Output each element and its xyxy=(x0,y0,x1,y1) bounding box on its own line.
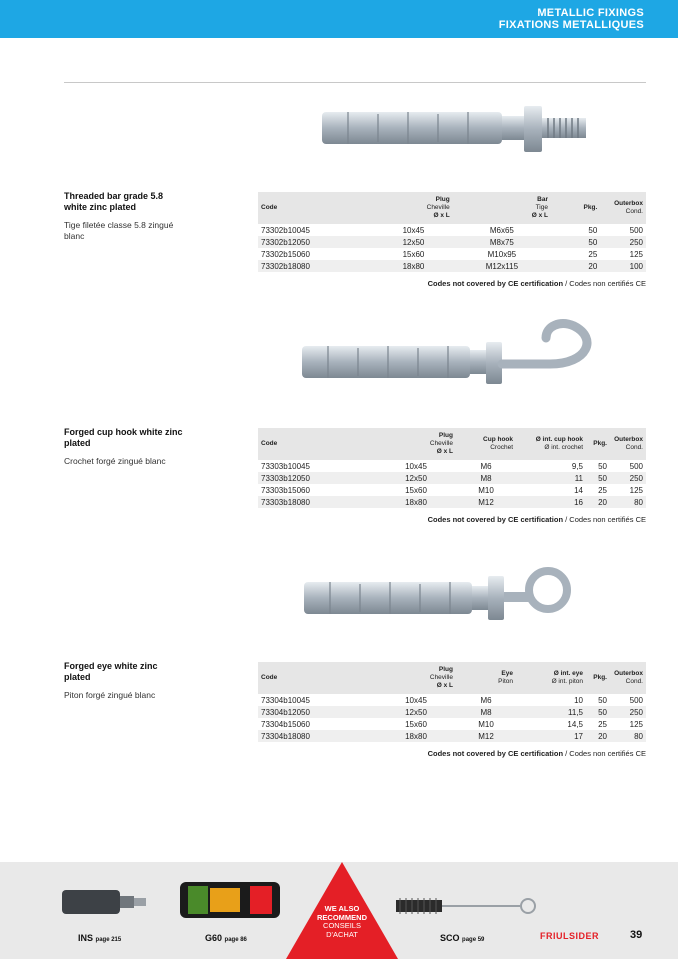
product-3-title-fr: Piton forgé zingué blanc xyxy=(64,690,156,700)
col-pkg: Pkg. xyxy=(586,662,610,694)
col-plug: Plug Cheville Ø x L xyxy=(376,662,456,694)
cup-hook-anchor-image xyxy=(298,318,606,394)
col-plug: Plug Cheville Ø x L xyxy=(376,428,456,460)
col-int-diameter: Ø int. cup hook Ø int. crochet xyxy=(516,428,586,460)
brand-logo: FRIULSIDER xyxy=(540,931,599,941)
col-pkg: Pkg. xyxy=(586,428,610,460)
table-row: 73304b12050 12x50 M8 11,5 50 250 xyxy=(258,706,646,718)
recommend-label: WE ALSO RECOMMEND CONSEILS D'ACHAT xyxy=(317,904,367,939)
header-title-fr: FIXATIONS METALLIQUES xyxy=(498,19,644,31)
table-row: 73303b10045 10x45 M6 9,5 50 500 xyxy=(261,461,643,471)
col-bar: Bar Tige Ø x L xyxy=(453,192,551,224)
g60-link[interactable]: G60 page 86 xyxy=(205,933,247,943)
header-title-en: METALLIC FIXINGS xyxy=(537,7,644,19)
col-pkg: Pkg. xyxy=(557,192,600,224)
table-row: 73302b12050 12x50 M8x75 50 250 xyxy=(258,236,646,248)
product-1-title-fr: Tige filetée classe 5.8 zingué blanc xyxy=(64,220,174,241)
col-code: Code xyxy=(258,428,376,460)
sco-link[interactable]: SCO page 59 xyxy=(440,933,485,943)
threaded-bar-anchor-image xyxy=(318,100,590,160)
product-2-ce-note: Codes not covered by CE certification / Codes non certifiés CE xyxy=(427,515,646,524)
ins-socket-image xyxy=(62,886,148,918)
col-int-diameter: Ø int. eye Ø int. piton xyxy=(516,662,586,694)
col-outerbox: Outerbox Cond. xyxy=(610,662,646,694)
col-code: Code xyxy=(258,662,376,694)
ins-link[interactable]: INS page 215 xyxy=(78,933,122,943)
table-row: 73303b12050 12x50 M8 11 50 250 xyxy=(258,472,646,484)
product-1-title-en: Threaded bar grade 5.8 white zinc plated xyxy=(64,191,164,212)
table-row: 73304b18080 18x80 M12 17 20 80 xyxy=(258,730,646,742)
header-band xyxy=(0,0,678,38)
table-row: 73302b18080 18x80 M12x115 20 100 xyxy=(258,260,646,272)
col-eye: Eye Piton xyxy=(456,662,516,694)
col-outerbox: Outerbox Cond. xyxy=(600,192,646,224)
col-cup-hook: Cup hook Crochet xyxy=(456,428,516,460)
product-2-table xyxy=(258,428,646,508)
product-3-title-en: Forged eye white zinc plated xyxy=(64,661,158,682)
product-2-title-fr: Crochet forgé zingué blanc xyxy=(64,456,166,466)
col-code: Code xyxy=(258,192,374,224)
g60-spray-can-image xyxy=(180,878,282,922)
product-3-ce-note: Codes not covered by CE certification / Codes non certifiés CE xyxy=(427,749,646,758)
table-row: 73303b18080 18x80 M12 16 20 80 xyxy=(258,496,646,508)
table-row: 73302b10045 10x45 M6x65 50 500 xyxy=(261,225,643,235)
sco-brush-image xyxy=(394,896,540,918)
product-1-table xyxy=(258,192,646,272)
table-row: 73304b15060 15x60 M10 14,5 25 125 xyxy=(261,719,643,729)
col-outerbox: Outerbox Cond. xyxy=(610,428,646,460)
table-row: 73304b10045 10x45 M6 10 50 500 xyxy=(261,695,643,705)
col-plug: Plug Cheville Ø x L xyxy=(374,192,453,224)
page-number: 39 xyxy=(630,929,643,941)
table-row: 73303b15060 15x60 M10 14 25 125 xyxy=(261,485,643,495)
header-divider xyxy=(64,82,646,83)
forged-eye-anchor-image xyxy=(300,560,576,632)
table-row: 73302b15060 15x60 M10x95 25 125 xyxy=(261,249,643,259)
product-2-title-en: Forged cup hook white zinc plated xyxy=(64,427,183,448)
product-3-table xyxy=(258,662,646,742)
product-1-ce-note: Codes not covered by CE certification / Codes non certifiés CE xyxy=(427,279,646,288)
